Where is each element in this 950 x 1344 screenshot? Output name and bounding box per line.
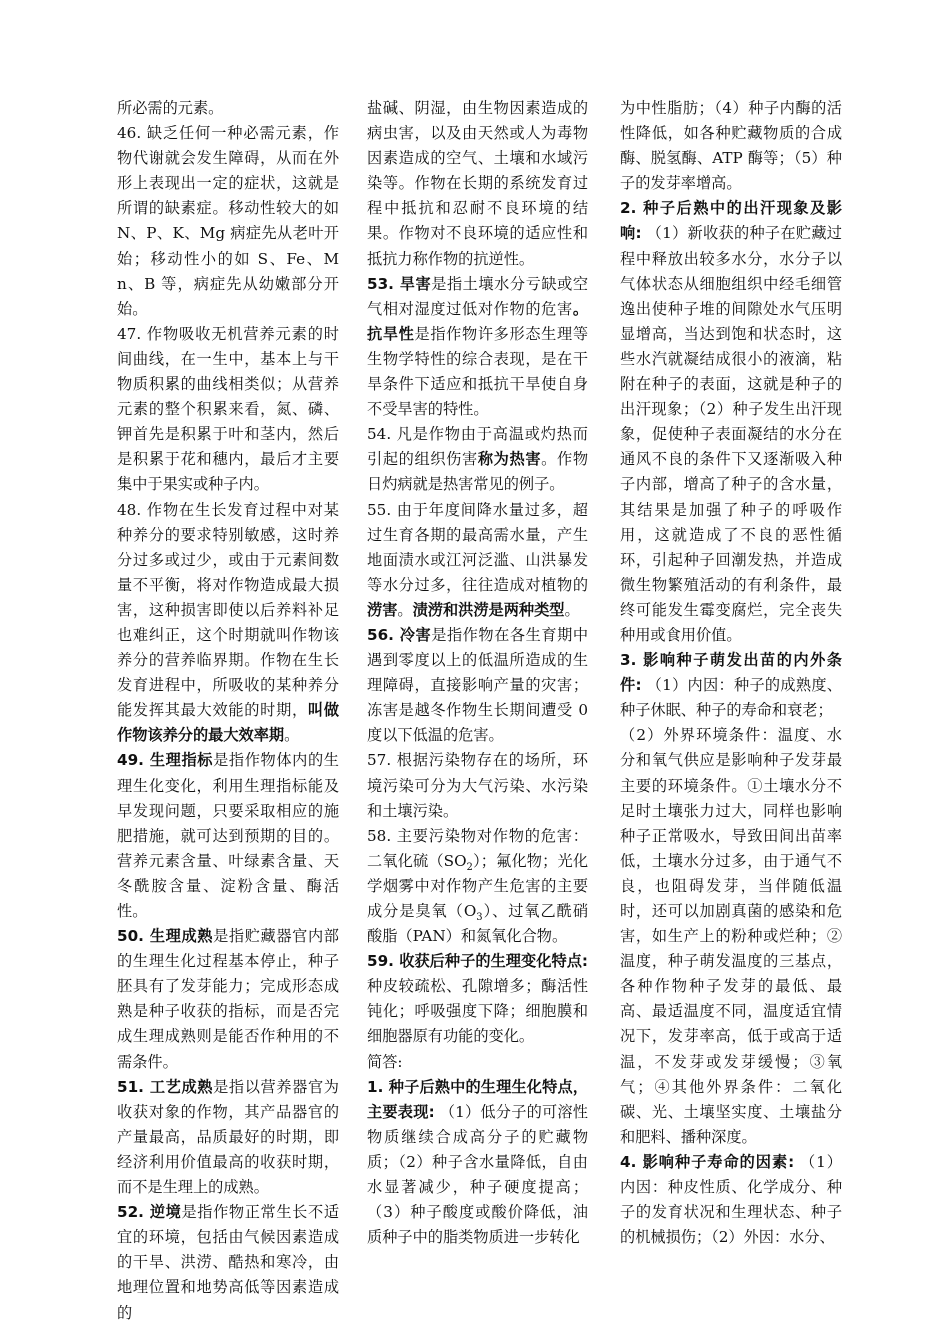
- bold-term: 3. 影响种子萌发出苗的内外条件:: [620, 651, 842, 695]
- bold-term: 51. 工艺成熟: [117, 1077, 214, 1096]
- text-run: （1）内因：种皮性质、化学成分、种子的发育状况和生理状态、种子的机械损伤；（2）外因：水分、: [620, 1152, 842, 1247]
- text-run: 是指作物正常生长不适宜的环境，包括由气候因素造成的干旱、洪涝、酷热和寒冷，由地理位置和地势高低等因素造成的: [117, 1203, 340, 1322]
- text-run: ）；氟化物；光化学烟雾中对作物产生危害的主要成分是臭氧（O: [367, 851, 589, 920]
- paragraph: [117, 322, 339, 498]
- text-run: 种皮较疏松、孔隙增多；酶活性钝化；呼吸强度下降；细胞膜和细胞器原有功能的变化。: [367, 977, 588, 1046]
- text-run: （2）外界环境条件：温度、水分和氧气供应是影响种子发芽最主要的环境条件。①土壤水分不足时土壤张力过大，同样也影响种子正常吸水，导致田间出苗率低，土壤水分过多，由于通气不良，也阻碍发芽，当伴随低温时，还可以加剧真菌的感染和危害，如生产上的粉种或烂种；②温度，种子萌发温度的三基点，各种作物种子发芽的最低、最高、最适温度不同，温度适宜情况下，发芽率高，低于或高于适温，不发芽或发芽缓慢；③氧气；④其他外界条件：二氧化碳、光、土壤坚实度、土壤盐分和肥料、播种深度。: [620, 726, 842, 1146]
- paragraph: [367, 272, 588, 423]
- paragraph: [117, 748, 339, 924]
- text-run: 54. 凡是作物由于高温或灼热而引起的组织伤害: [367, 425, 588, 469]
- bold-term: 50. 生理成熟: [117, 927, 214, 946]
- paragraph: [117, 924, 339, 1075]
- text-run: 。: [397, 600, 413, 619]
- text-run: 55. 由于年度间降水量过多，超过生育各期的最高需水量，产生地面渍水或江河泛滥、山洪暴发等水分过多，往往造成对植物的: [367, 500, 588, 594]
- paragraph: [367, 1050, 588, 1075]
- paragraph: [367, 96, 588, 272]
- text-run: 46. 缺乏任何一种必需元素，作物代谢就会发生障碍，从而在外形上表现出一定的症状，这就是所谓的缺素症。移动性较大的如N、P、K、Mg 病症先从老叶开始；移动性小的如 S、Fe、Mn、B 等，病症先从幼嫩部分开始。: [117, 124, 339, 318]
- bold-term: 56. 冷害: [367, 625, 432, 644]
- bold-term: 4. 影响种子寿命的因素:: [620, 1152, 795, 1171]
- paragraph: [367, 748, 588, 823]
- paragraph: [620, 723, 842, 1150]
- paragraph: [117, 498, 339, 749]
- text-run: 是指贮藏器官内部的生理生化过程基本停止，种子胚具有了发芽能力；完成形态成熟是种子收获的指标，而是否完成生理成熟则是能否作种用的不需条件。: [117, 927, 339, 1071]
- text-column-right: [620, 96, 842, 1250]
- paragraph: [620, 1150, 842, 1250]
- text-run: 所必需的元素。: [117, 99, 224, 117]
- paragraph: [117, 121, 339, 322]
- paragraph: [367, 422, 588, 497]
- text-run: ）、过氧乙酰硝酸脂（PAN）和氮氧化合物。: [367, 902, 589, 946]
- text-run: 。: [284, 726, 300, 745]
- bold-term: 59. 收获后种子的生理变化特点:: [367, 952, 588, 971]
- paragraph: [620, 648, 842, 723]
- bold-term: 49. 生理指标: [117, 751, 214, 770]
- text-run: 48. 作物在生长发育过程中对某种养分的要求特别敏感，这时养分过多或过少，或由于元素间数量不平衡，将对作物造成最大损害，这种损害即使以后养料补足也难纠正，这个时期就叫作物该养分的营养临界期。作物在生长发育进程中，所吸收的某种养分能发挥其最大效能的时期，: [117, 500, 339, 720]
- bold-term: 1. 种子后熟中的生理生化特点，主要表现:: [367, 1077, 588, 1121]
- bold-term: 53. 旱害: [367, 274, 432, 293]
- text-run: （1）新收获的种子在贮藏过程中释放出较多水分，水分子以气体状态从细胞组织中经毛细管逸出使种子堆的间隙处水气压明显增高，当达到饱和状态时，这些水汽就凝结成很小的液滴，粘附在种子的表面，这就是种子的出汗现象；（2）种子发生出汗现象，促使种子表面凝结的水分在通风不良的条件下又逐渐吸入种子内部，增高了种子的含水量，其结果是加强了种子的呼吸作用，这就造成了不良的恶性循环，引起种子回潮发热，并造成微生物繁殖活动的有利条件，最终可能发生霉变腐烂，完全丧失种用或食用价值。: [620, 224, 842, 644]
- paragraph: [620, 96, 842, 196]
- subscript: 3: [476, 912, 483, 924]
- paragraph: [620, 196, 842, 648]
- bold-term: 叫做作物该养分的最大效率期: [117, 701, 340, 745]
- text-run: 是指作物在各生育期中遇到零度以上的低温所造成的生理障碍，直接影响产量的灾害；冻害是越冬作物生长期间遭受 0 度以下低温的危害。: [367, 625, 589, 745]
- bold-term: 2. 种子后熟中的出汗现象及影响:: [620, 199, 842, 243]
- text-run: 57. 根据污染物存在的场所，环境污染可分为大气污染、水污染和土壤污染。: [367, 751, 588, 820]
- subscript: 2: [466, 861, 473, 873]
- text-run: （1）内因：种子的成熟度、种子休眠、种子的寿命和衰老；: [620, 676, 842, 720]
- text-run: 简答:: [367, 1052, 403, 1071]
- text-run: （1）低分子的可溶性物质继续合成高分子的贮藏物质；（2）种子含水量降低，自由水显著减少，种子硬度提高；（3）种子酸度或酸价降低，油质种子中的脂类物质进一步转化: [367, 1102, 588, 1247]
- paragraph: [117, 96, 339, 121]
- text-run: 。作物日灼病就是热害常见的例子。: [367, 450, 589, 494]
- text-run: 是指以营养器官为收获对象的作物，其产品器官的产量最高，品质最好的时期，即经济利用价值最高的收获时期，而不是生理上的成熟。: [117, 1077, 339, 1197]
- text-run: 58. 主要污染物对作物的危害：二氧化硫（SO: [367, 826, 588, 870]
- paragraph: [117, 1200, 339, 1325]
- text-run: 是指作物体内的生理生化变化，利用生理指标能及早发现问题，只要采取相应的施肥措施，就可达到预期的目的。营养元素含量、叶绿素含量、天冬酰胺含量、淀粉含量、酶活性。: [117, 751, 339, 920]
- paragraph: [367, 623, 588, 748]
- paragraph: [367, 1075, 588, 1251]
- text-column-left: [117, 96, 339, 1326]
- text-column-middle: [367, 96, 588, 1250]
- bold-term: 渍涝和洪涝是两种类型: [412, 600, 565, 619]
- text-run: 是指作物许多形态生理等生物学特性的综合表现，是在干旱条件下适应和抵抗干旱使自身不受旱害的特性。: [367, 324, 589, 419]
- text-run: 为中性脂肪；（4）种子内酶的活性降低，如各种贮藏物质的合成酶、脱氢酶、ATP 酶等；（5）种子的发芽率增高。: [620, 99, 842, 193]
- paragraph: [367, 498, 588, 623]
- bold-term: 称为热害: [477, 450, 542, 469]
- bold-term: 。抗旱性: [367, 299, 588, 343]
- bold-term: 52. 逆境: [117, 1203, 182, 1222]
- bold-term: 涝害: [367, 600, 398, 619]
- text-run: 。: [564, 600, 580, 619]
- text-run: 盐碱、阴湿，由生物因素造成的病虫害，以及由天然或人为毒物因素造成的空气、土壤和水域污染等。作物在长期的系统发育过程中抵抗和忍耐不良环境的结果。作物对不良环境的适应性和抵抗力称作物的抗逆性。: [367, 99, 588, 268]
- text-run: 是指土壤水分亏缺或空气相对湿度过低对作物的危害: [367, 274, 589, 318]
- paragraph: [117, 1075, 339, 1200]
- text-run: 47. 作物吸收无机营养元素的时间曲线，在一生中，基本上与干物质积累的曲线相类似；从营养元素的整个积累来看，氮、磷、钾首先是积累于叶和茎内，然后是积累于花和穗内，最后才主要集中于果实或种子内。: [117, 324, 339, 494]
- paragraph: [367, 949, 588, 1049]
- paragraph: [367, 824, 588, 949]
